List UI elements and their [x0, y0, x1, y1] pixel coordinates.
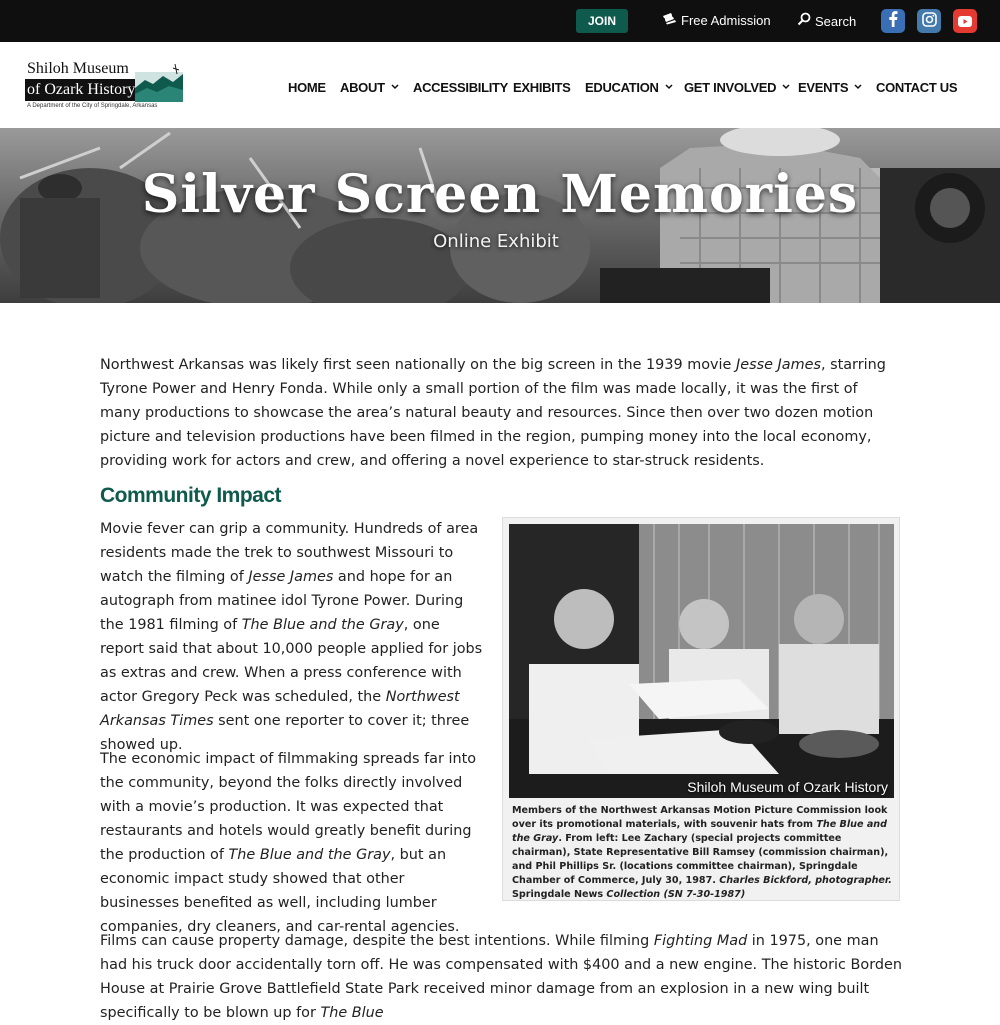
facebook-button[interactable] — [881, 9, 905, 33]
community-paragraph-2 — [100, 747, 485, 939]
property-damage-paragraph — [100, 929, 902, 1025]
chevron-down-icon — [391, 84, 399, 90]
p1-italic-2: The Blue and the Gray — [241, 617, 404, 633]
search-link[interactable] — [797, 12, 856, 31]
community-paragraph-1 — [100, 517, 485, 757]
hero-title: Silver Screen Memories — [141, 164, 859, 225]
hero-banner — [0, 128, 1000, 303]
nav-about[interactable] — [340, 78, 399, 96]
site-logo[interactable] — [25, 60, 185, 114]
nav-accessibility[interactable] — [413, 78, 508, 96]
youtube-button[interactable] — [953, 9, 977, 33]
instagram-icon — [922, 12, 937, 31]
caption-italic-3: Collection (SN 7-30-1987) — [606, 889, 746, 900]
site-header — [0, 42, 1000, 128]
commission-photo-image — [509, 524, 894, 798]
photo-figure — [502, 517, 900, 901]
nav-education[interactable] — [585, 78, 673, 96]
caption-italic-2: Charles Bickford, photographer. — [719, 875, 892, 886]
p1-text-2: and hope for an autograph from matinee idol Tyrone Power. During the 1981 filming of — [100, 569, 464, 633]
free-admission-link[interactable] — [662, 12, 771, 30]
chevron-down-icon — [782, 84, 790, 90]
p1-italic-3: Northwest Arkansas Times — [100, 689, 460, 729]
caption-text-2: . From left: Lee Zachary (special projects committee chairman), State Representative Bill Ramsey (commission chairman), and Phil Phillips Sr. (locations committee chairman), Springdale Chamber of Commerce, July 30, 1987. — [512, 833, 889, 886]
intro-text-1: Northwest Arkansas was likely first seen nationally on the big screen in the 1939 movie — [100, 357, 736, 373]
search-icon — [797, 12, 815, 31]
logo-title-line1: Shiloh Museum — [27, 60, 129, 77]
p1-italic-1: Jesse James — [248, 569, 334, 585]
nav-accessibility-label: ACCESSIBILITY — [413, 79, 509, 95]
p2-text-2: , but an economic impact study showed that other businesses benefited as well, including lumber companies, dry cleaners, and car-rental agencies. — [100, 847, 460, 935]
intro-text-2: , starring Tyrone Power and Henry Fonda. While only a small portion of the film was made locally, it was the first of many productions to showcase the area’s natural beauty and resources. Since then over two dozen motion picture and television productions have been filmed in the region, pumping money into the local economy, providing work for actors and crew, and offering a novel experience to star-struck residents. — [100, 357, 886, 469]
logo-subtitle: A Department of the City of Springdale, Arkansas — [27, 103, 158, 109]
p1-text-1: Movie fever can grip a community. Hundreds of area residents made the trek to southwest Missouri to watch the filming of — [100, 521, 479, 585]
p2-text-1: The economic impact of filmmaking spreads far into the community, beyond the folks directly involved with a movie’s production. It was expected that restaurants and hotels would greatly benefit during the production of — [100, 751, 477, 863]
ticket-icon — [662, 12, 681, 30]
caption-text-1: Members of the Northwest Arkansas Motion Picture Commission look over its promotional materials, with souvenir hats from — [512, 805, 888, 830]
chevron-down-icon — [665, 84, 673, 90]
section-heading: Community Impact — [100, 484, 282, 507]
nav-events[interactable] — [798, 78, 862, 96]
nav-home[interactable] — [288, 78, 326, 96]
photo-credit: Shiloh Museum of Ozark History — [687, 779, 888, 795]
ozark-hills-icon — [135, 64, 183, 102]
caption-italic-1: The Blue and the Gray — [512, 819, 887, 844]
join-button[interactable]: JOIN — [576, 9, 628, 33]
hero-subtitle: Online Exhibit — [433, 231, 559, 252]
search-label: Search — [815, 13, 857, 29]
nav-education-label: EDUCATION — [585, 79, 659, 95]
p3-text-2: in 1975, one man had his truck door accidentally torn off. He was compensated with $400 and a new engine. The historic Borden House at Prairie Grove Battlefield State Park received minor damage from an explosion in a new wing built specifically to be blown up for — [100, 933, 902, 1021]
nav-get-involved[interactable] — [684, 78, 790, 96]
youtube-icon — [958, 12, 972, 31]
p1-text-4: sent one reporter to cover it; three showed up. — [100, 713, 470, 753]
intro-paragraph — [100, 353, 902, 473]
nav-events-label: EVENTS — [798, 79, 849, 95]
facebook-icon — [888, 11, 898, 31]
nav-about-label: ABOUT — [340, 79, 385, 95]
p3-italic-2: The Blue — [320, 1005, 384, 1021]
nav-exhibits-label: EXHIBITS — [513, 79, 571, 95]
nav-home-label: HOME — [288, 79, 326, 95]
p2-italic-1: The Blue and the Gray — [228, 847, 391, 863]
nav-contact-us-label: CONTACT US — [876, 79, 958, 95]
photo-caption — [512, 804, 892, 902]
instagram-button[interactable] — [917, 9, 941, 33]
logo-title-line2: of Ozark History — [27, 81, 136, 98]
chevron-down-icon — [854, 84, 862, 90]
top-bar — [0, 0, 1000, 42]
p3-italic-1: Fighting Mad — [653, 933, 748, 949]
commission-photo[interactable] — [509, 524, 894, 798]
caption-text-3: Springdale News — [512, 889, 607, 900]
nav-get-involved-label: GET INVOLVED — [684, 79, 777, 95]
p3-text-1: Films can cause property damage, despite the best intentions. While filming — [100, 933, 654, 949]
p1-text-3: , one report said that about 10,000 people applied for jobs as extras and crew. When a press conference with actor Gregory Peck was scheduled, the — [100, 617, 483, 705]
nav-exhibits[interactable] — [513, 78, 571, 96]
intro-italic-1: Jesse James — [735, 357, 821, 373]
free-admission-label: Free Admission — [681, 13, 771, 28]
nav-contact-us[interactable] — [876, 78, 957, 96]
